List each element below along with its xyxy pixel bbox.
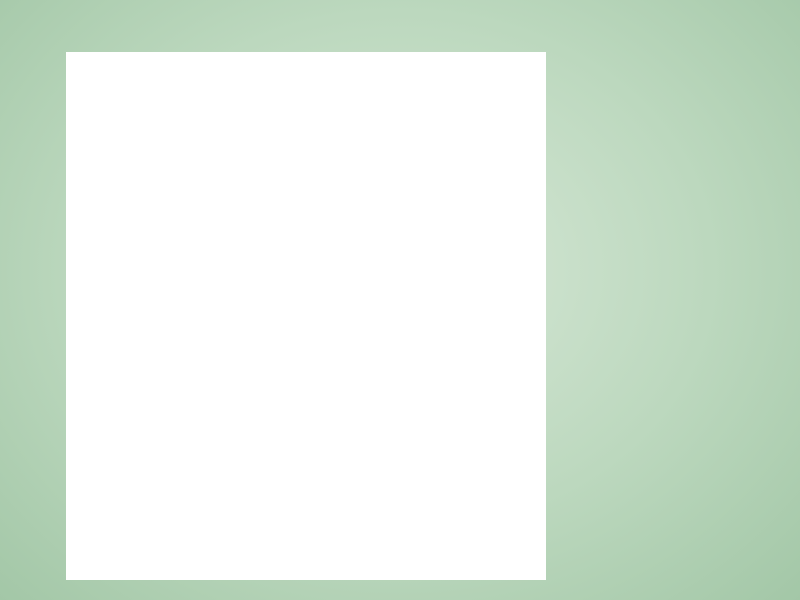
figure-panel [66, 52, 546, 580]
stratigraphic-columns-diagram [66, 52, 546, 488]
